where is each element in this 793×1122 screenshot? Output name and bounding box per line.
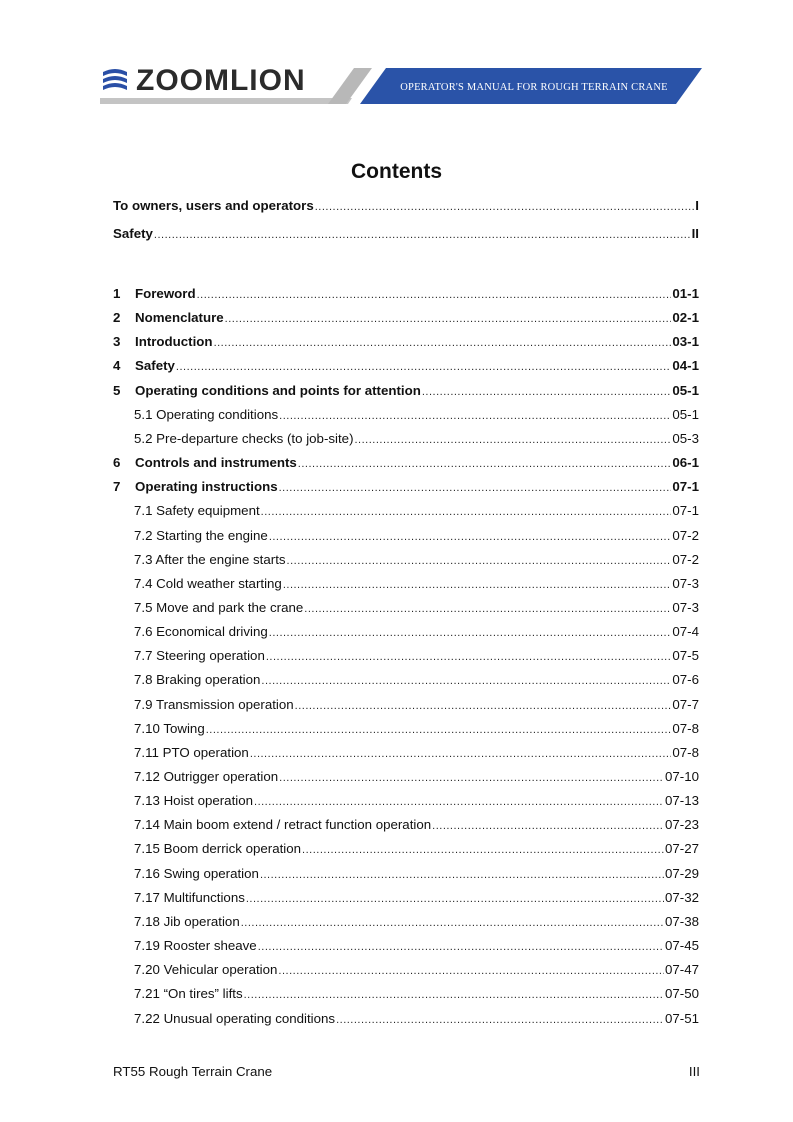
toc-subsection-entry[interactable] [134, 910, 699, 930]
toc-dot-leader [261, 505, 672, 519]
toc-entry-label: 7.17 Multifunctions [134, 890, 245, 905]
toc-dot-leader [206, 723, 672, 737]
toc-entry-number: 4 [113, 358, 121, 373]
toc-entry-page: 05-1 [672, 407, 699, 422]
toc-entry-page: 07-5 [672, 648, 699, 663]
toc-entry-label: Nomenclature [135, 310, 224, 325]
footer-document-name: RT55 Rough Terrain Crane [113, 1064, 273, 1079]
brand-logo [100, 64, 306, 98]
toc-entry[interactable] [113, 194, 699, 214]
toc-subsection-entry[interactable] [134, 668, 699, 688]
toc-entry-page: I [695, 198, 699, 213]
toc-entry-label: 7.6 Economical driving [134, 624, 268, 639]
toc-entry-label: 7.12 Outrigger operation [134, 769, 279, 784]
toc-entry-label: 7.8 Braking operation [134, 672, 261, 687]
toc-entry-number: 2 [113, 310, 121, 325]
toc-entry-page: 07-6 [672, 672, 699, 687]
toc-entry-label: To owners, users and operators [113, 198, 314, 213]
toc-subsection-entry[interactable] [134, 886, 699, 906]
toc-dot-leader [283, 578, 672, 592]
page-header [0, 0, 793, 120]
toc-entry-page: 03-1 [672, 334, 699, 349]
toc-dot-leader [225, 312, 672, 326]
toc-entry-label: 7.22 Unusual operating conditions [134, 1011, 336, 1026]
toc-entry-label: 7.20 Vehicular operation [134, 962, 278, 977]
toc-entry-label: 7.13 Hoist operation [134, 793, 254, 808]
toc-dot-leader [355, 433, 672, 447]
toc-dot-leader [258, 940, 664, 954]
toc-entry-label: Safety [135, 358, 175, 373]
toc-dot-leader [246, 892, 664, 906]
toc-dot-leader [176, 360, 671, 374]
toc-subsection-entry[interactable] [134, 958, 699, 978]
toc-entry-page: 07-23 [664, 817, 699, 832]
toc-subsection-entry[interactable] [134, 982, 699, 1002]
toc-entry-page: 02-1 [672, 310, 699, 325]
toc-entry-page: 07-1 [672, 479, 699, 494]
toc-subsection-entry[interactable] [134, 813, 699, 833]
toc-entry-label: 7.4 Cold weather starting [134, 576, 282, 591]
toc-dot-leader [241, 916, 664, 930]
toc-dot-leader [422, 385, 672, 399]
toc-entry-page: 07-8 [672, 721, 699, 736]
toc-dot-leader [261, 674, 671, 688]
toc-dot-leader [336, 1013, 664, 1027]
toc-entry-label: 5.1 Operating conditions [134, 407, 279, 422]
toc-entry-page: 07-2 [672, 552, 699, 567]
toc-dot-leader [302, 843, 664, 857]
toc-entry-number: 3 [113, 334, 121, 349]
toc-dot-leader [244, 988, 664, 1002]
toc-entry[interactable] [113, 354, 699, 374]
toc-entry-page: 07-51 [664, 1011, 699, 1026]
toc-entry[interactable] [113, 379, 699, 399]
toc-entry-number: 5 [113, 383, 121, 398]
toc-dot-leader [304, 602, 671, 616]
toc-entry[interactable] [113, 282, 699, 302]
toc-entry-page: 06-1 [672, 455, 699, 470]
brand-name: ZOOMLION [136, 64, 306, 97]
toc-subsection-entry[interactable] [134, 499, 699, 519]
toc-entry-page: 07-4 [672, 624, 699, 639]
toc-entry-label: 7.11 PTO operation [134, 745, 249, 760]
toc-subsection-entry[interactable] [134, 427, 699, 447]
toc-entry-label: 7.5 Move and park the crane [134, 600, 304, 615]
toc-dot-leader [214, 336, 672, 350]
toc-dot-leader [278, 964, 664, 978]
page-title: Contents [351, 160, 442, 183]
toc-subsection-entry[interactable] [134, 644, 699, 664]
toc-subsection-entry[interactable] [134, 837, 699, 857]
toc-entry-page: 07-27 [664, 841, 699, 856]
toc-entry-label: 7.15 Boom derrick operation [134, 841, 302, 856]
toc-entry-number: 7 [113, 479, 121, 494]
toc-subsection-entry[interactable] [134, 693, 699, 713]
toc-entry-number: 1 [113, 286, 121, 301]
toc-entry-page: 07-32 [664, 890, 699, 905]
toc-entry-label: 7.1 Safety equipment [134, 503, 260, 518]
toc-entry-page: 05-3 [672, 431, 699, 446]
toc-entry-page: 01-1 [672, 286, 699, 301]
toc-dot-leader [298, 457, 672, 471]
toc-entry-page: 07-3 [672, 600, 699, 615]
toc-entry-number: 6 [113, 455, 121, 470]
toc-entry-page: 07-50 [664, 986, 699, 1001]
toc-entry-label: Operating conditions and points for attention [135, 383, 421, 398]
toc-dot-leader [287, 554, 672, 568]
toc-dot-leader [260, 868, 664, 882]
toc-entry-page: 05-1 [672, 383, 699, 398]
toc-entry[interactable] [113, 475, 699, 495]
toc-entry-label: Operating instructions [135, 479, 278, 494]
toc-entry[interactable] [113, 222, 699, 242]
toc-entry-label: 7.9 Transmission operation [134, 697, 294, 712]
toc-entry-label: 7.16 Swing operation [134, 866, 259, 881]
toc-dot-leader [154, 228, 691, 242]
toc-subsection-entry[interactable] [134, 403, 699, 423]
toc-dot-leader [432, 819, 664, 833]
toc-entry-label: Foreword [135, 286, 196, 301]
toc-entry-label: 7.14 Main boom extend / retract function operation [134, 817, 432, 832]
toc-subsection-entry[interactable] [134, 717, 699, 737]
toc-subsection-entry[interactable] [134, 548, 699, 568]
toc-entry-label: 7.19 Rooster sheave [134, 938, 257, 953]
toc-entry-label: Introduction [135, 334, 213, 349]
toc-entry-label: 7.7 Steering operation [134, 648, 265, 663]
toc-entry-page: 07-47 [664, 962, 699, 977]
toc-subsection-entry[interactable] [134, 789, 699, 809]
toc-entry-page: II [691, 226, 699, 241]
toc-dot-leader [295, 699, 672, 713]
zoomlion-logo-icon [100, 68, 130, 94]
toc-entry[interactable] [113, 451, 699, 471]
toc-entry-label: 7.2 Starting the engine [134, 528, 268, 543]
toc-dot-leader [250, 747, 672, 761]
toc-entry-label: 7.3 After the engine starts [134, 552, 286, 567]
toc-entry-page: 07-13 [664, 793, 699, 808]
toc-dot-leader [266, 650, 672, 664]
header-graphic [0, 0, 793, 120]
toc-entry-page: 07-2 [672, 528, 699, 543]
toc-entry-label: 7.10 Towing [134, 721, 205, 736]
toc-dot-leader [279, 771, 664, 785]
toc-entry-page: 07-8 [672, 745, 699, 760]
toc-dot-leader [279, 409, 671, 423]
toc-dot-leader [254, 795, 664, 809]
toc-subsection-entry[interactable] [134, 765, 699, 785]
toc-entry-page: 07-7 [672, 697, 699, 712]
toc-dot-leader [269, 530, 672, 544]
toc-entry-label: 5.2 Pre-departure checks (to job-site) [134, 431, 354, 446]
toc-entry-page: 07-3 [672, 576, 699, 591]
toc-entry-label: Controls and instruments [135, 455, 297, 470]
toc-entry[interactable] [113, 306, 699, 326]
toc-dot-leader [279, 481, 672, 495]
toc-dot-leader [315, 200, 695, 214]
toc-entry-page: 07-10 [664, 769, 699, 784]
toc-dot-leader [197, 288, 672, 302]
toc-entry-label: 7.18 Jib operation [134, 914, 240, 929]
toc-dot-leader [269, 626, 672, 640]
toc-entry-page: 07-29 [664, 866, 699, 881]
toc-subsection-entry[interactable] [134, 572, 699, 592]
toc-entry-page: 07-1 [672, 503, 699, 518]
toc-entry[interactable] [113, 330, 699, 350]
footer-page-number: III [688, 1064, 700, 1079]
toc-subsection-entry[interactable] [134, 1007, 699, 1027]
toc-subsection-entry[interactable] [134, 524, 699, 544]
toc-subsection-entry[interactable] [134, 862, 699, 882]
toc-subsection-entry[interactable] [134, 741, 699, 761]
toc-subsection-entry[interactable] [134, 620, 699, 640]
toc-entry-page: 07-45 [664, 938, 699, 953]
header-banner-text: OPERATOR'S MANUAL FOR ROUGH TERRAIN CRANE [400, 82, 668, 93]
toc-entry-label: 7.21 “On tires” lifts [134, 986, 243, 1001]
toc-entry-page: 07-38 [664, 914, 699, 929]
toc-entry-label: Safety [113, 226, 153, 241]
toc-subsection-entry[interactable] [134, 596, 699, 616]
toc-entry-page: 04-1 [672, 358, 699, 373]
toc-subsection-entry[interactable] [134, 934, 699, 954]
